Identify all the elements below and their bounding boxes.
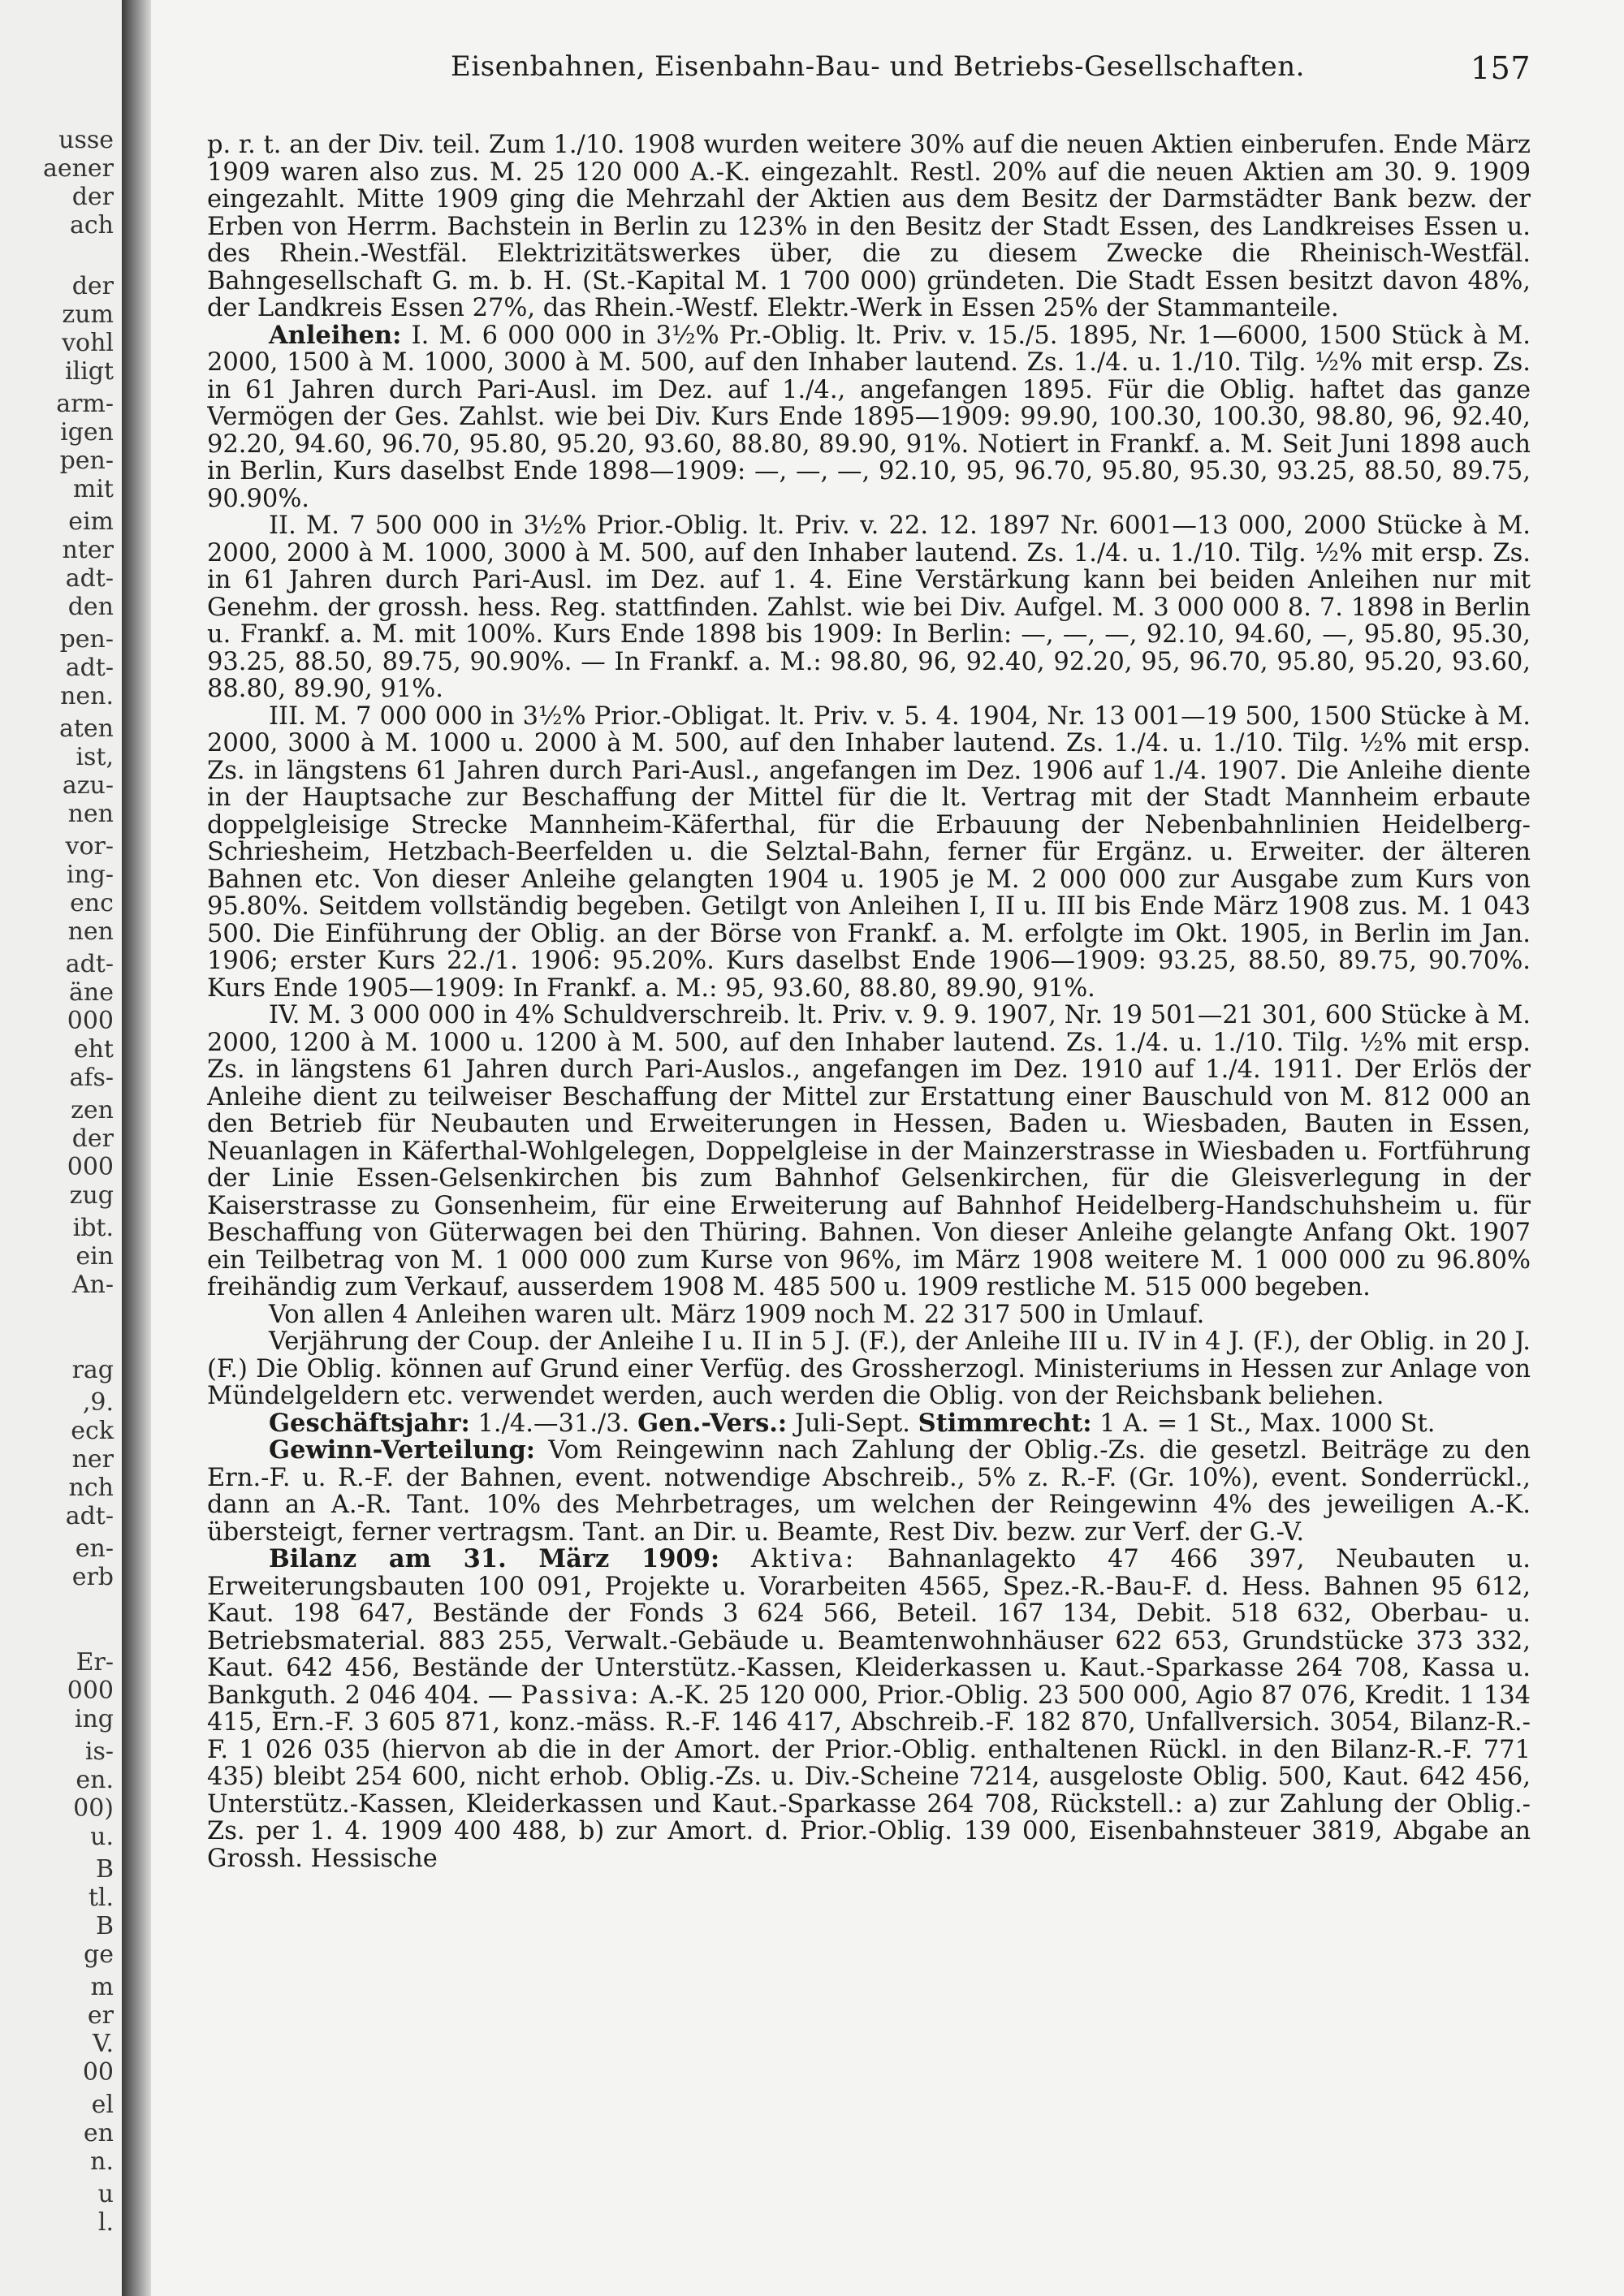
paragraph-shareholders: p. r. t. an der Div. teil. Zum 1./10. 1908 wurden weitere 30% auf die neuen Aktien einberufen. Ende März 1909 waren also zus. M. 25 120 000 A.-K. eingezahlt. Restl. 20% auf die neuen Aktien am 30. 9. 1909 eingezahlt. Mitte 1909 ging die Mehrzahl der Aktien aus dem Besitz der Darmstädter Bank bezw. der Erben von Herrm. Bachstein in Berlin zu 123% in den Besitz der Stadt Essen, des Landkreises Essen u. des Rhein.-Westfäl. Elektrizitätswerkes über, die zu diesem Zwecke die Rheinisch-Westfäl. Bahngesellschaft G. m. b. H. (St.-Kapital M. 1 700 000) gründeten. Die Stadt Essen besitzt davon 48%, der Landkreis Essen 27%, das Rhein.-Westf. Elektr.-Werk in Essen 25% der Stammanteile. [207,132,1531,322]
profit-distribution-text: Vom Reingewinn nach Zahlung der Oblig.-Zs. die gesetzl. Beiträge zu den Ern.-F. u. R.-F. der Bahnen, event. notwendige Abschreib., 5% z. R.-F. (Gr. 10%), event. Sonderrückl., dann an A.-R. Tant. 10% des Mehrbetrages, um welchen der Reingewinn 4% des jeweiligen A.-K. übersteigt, ferner vertragsm. Tant. an Dir. u. Beamte, Rest Div. bezw. zur Verf. der G.-V. [207,1436,1531,1547]
facing-page-text-fragment: zen [71,1096,114,1124]
facing-page-text-fragment: erb [71,1563,114,1591]
page-number: 157 [1470,50,1531,86]
facing-page-text-fragment: vor- [65,832,114,861]
facing-page-text-fragment: nen [67,800,114,828]
label-balance-sheet: Bilanz am 31. März 1909: [269,1544,720,1573]
facing-page-text-fragment: nter [62,536,114,564]
facing-page-text-fragment: ,9. [82,1388,114,1417]
facing-page-text-fragment: m [90,1973,114,2001]
facing-page-text-fragment: adt- [65,654,114,682]
page-body [207,132,1531,2275]
facing-page-text-fragment: B [95,1912,114,1940]
fiscal-year-value: 1./4.—31./3. [477,1409,630,1438]
paragraph-profit-distribution [207,1437,1531,1546]
facing-page-text-fragment: ing [74,1705,114,1733]
paragraph-balance-sheet [207,1546,1531,1872]
facing-page-text-fragment: aener [42,154,114,183]
facing-page-text-fragment: adt- [65,1502,114,1530]
paragraph-limitation: Verjährung der Coup. der Anleihe I u. II in 5 J. (F.), der Anleihe III u. IV in 4 J. (F.), der Oblig. in 20 J. (F.) Die Oblig. können auf Grund einer Verfüg. des Grossherzogl. Ministeriums in Hessen zur Anlage von Mündelgeldern etc. verwendet werden, auch werden die Oblig. von der Reichsbank beliehen. [207,1327,1531,1410]
facing-page-text-fragment: pen- [59,625,114,654]
facing-page-text-fragment: 000 [67,1153,114,1181]
facing-page-text-fragment: Er- [76,1648,114,1677]
facing-page-text-fragment: en. [76,1766,114,1794]
facing-page-text-fragment: er [87,2001,114,2030]
facing-page-text-fragment: ibt. [72,1214,114,1242]
facing-page-text-fragment: mit [72,475,114,503]
facing-page-text-fragment: nen. [60,682,114,710]
paragraph-loan-4: IV. M. 3 000 000 in 4% Schuldverschreib. lt. Priv. v. 9. 9. 1907, Nr. 19 501—21 301, 600 Stücke à M. 2000, 1200 à M. 1000 u. 1200 à M. 500, auf den Inhaber lautend. Zs. 1./4. u. 1./10. Tilg. ½% mit ersp. Zs. in längstens 61 Jahren durch Pari-Auslos., angefangen im Dez. 1910 auf 1./4. 1911. Der Erlös der Anleihe dient zu teilweiser Beschaffung der Mittel zur Erstattung einer Bauschuld von M. 812 000 an den Betrieb für Neubauten und Erweiterungen in Hessen, Baden u. Wiesbaden, Bauten in Essen, Neuanlagen in Käferthal-Wohlgelegen, Doppelgleise in der Mainzerstrasse in Wiesbaden u. Fortführung der Linie Essen-Gelsenkirchen bis zum Bahnhof Gelsenkirchen, für die Gleisverlegung in der Kaiserstrasse zu Gonsenheim, für eine Erweiterung auf Bahnhof Heidelberg-Handschuhsheim u. für Beschaffung von Güterwagen bei den Thüring. Bahnen. Von dieser Anleihe gelangte Anfang Okt. 1907 ein Teilbetrag von M. 1 000 000 zum Kurse von 96%, im März 1908 weitere M. 1 000 000 zu 96.80% freihändig zum Verkauf, ausserdem 1908 M. 485 500 u. 1909 restliche M. 515 000 begeben. [207,1001,1531,1301]
facing-page-text-fragment: eim [68,507,114,536]
facing-page-text-fragment: is- [84,1737,114,1766]
facing-page-text-fragment: V. [93,2030,114,2058]
facing-page-text-fragment: adt- [65,950,114,978]
facing-page-text-fragment: 00 [82,2058,114,2087]
liabilities-text: A.-K. 25 120 000, Prior.-Oblig. 23 500 000, Agio 87 076, Kredit. 1 134 415, Ern.-F. 3 605 871, konz.-mäss. R.-F. 146 417, Abschreib.-F. 182 870, Unfallversich. 3054, Bilanz-R.-F. 1 026 035 (hiervon ab die in der Amort. der Prior.-Oblig. enthaltenen Rückl. in den Bilanz-R.-F. 771 435) bleibt 254 600, nicht erhob. Oblig.-Zs. u. Div.-Scheine 7214, ausgeloste Oblig. 500, Kaut. 642 456, Unterstütz.-Kassen, Kleiderkassen und Kaut.-Sparkasse 264 708, Rückstell.: a) zur Zahlung der Oblig.-Zs. per 1. 4. 1909 400 488, b) zur Amort. d. Prior.-Oblig. 139 000, Eisenbahnsteuer 3819, Abgabe an Grossh. Hessische [207,1681,1531,1873]
facing-page-text-fragment: u. [90,1823,114,1851]
facing-page-text-fragment: 000 [67,1677,114,1705]
label-profit-distribution: Gewinn-Verteilung: [269,1435,536,1465]
paragraph-loan-3: III. M. 7 000 000 in 3½% Prior.-Obligat. lt. Priv. v. 5. 4. 1904, Nr. 13 001—19 500, 1500 Stücke à M. 2000, 3000 à M. 1000 u. 2000 à M. 500, auf den Inhaber lautend. Zs. 1./4. u. 1./10. Tilg. ½% mit ersp. Zs. in längstens 61 Jahren durch Pari-Ausl., angefangen im Dez. 1906 auf 1./4. 1907. Die Anleihe diente in der Hauptsache zur Beschaffung der Mittel für die lt. Vertrag mit der Stadt Mannheim erbaute doppelgleisige Strecke Mannheim-Käferthal, für die Erbauung der Nebenbahnlinien Heidelberg-Schriesheim, Hetzbach-Beerfelden u. die Selztal-Bahn, ferner für Ergänz. u. Erweiter. der älteren Bahnen etc. Von dieser Anleihe gelangten 1904 u. 1905 je M. 2 000 000 zur Ausgabe zum Kurs von 95.80%. Seitdem vollständig begeben. Getilgt von Anleihen I, II u. III bis Ende März 1908 zus. M. 1 043 500. Die Einführung der Oblig. an der Börse von Frankf. a. M. erfolgte im Okt. 1905, in Berlin im Jan. 1906; erster Kurs 22./1. 1906: 95.20%. Kurs daselbst Ende 1906—1909: 93.25, 88.50, 89.75, 90.70%. Kurs Ende 1905—1909: In Frankf. a. M.: 95, 93.60, 88.80, 89.90, 91%. [207,701,1531,1003]
facing-page-text-fragment: adt- [65,564,114,593]
facing-page-text-fragment: en- [75,1534,114,1563]
facing-page-text-fragment: der [71,183,114,211]
facing-page-text-fragment: zum [62,300,114,329]
facing-page-text-fragment: en [83,2119,114,2147]
facing-page-text-fragment: äne [69,978,114,1007]
facing-page-text-fragment: B [95,1855,114,1884]
facing-page-text-fragment: pen- [59,447,114,475]
facing-page-text-fragment: azu- [62,771,114,800]
paragraph-circulation: Von allen 4 Anleihen waren ult. März 1909 noch M. 22 317 500 in Umlauf. [269,1300,1205,1329]
facing-page-text-fragment: afs- [69,1064,114,1092]
book-binding-shadow [122,0,151,2296]
paragraph-fiscal-year [207,1410,1531,1438]
facing-page-text-fragment: eht [73,1035,114,1064]
label-voting-right: Stimmrecht: [918,1408,1092,1438]
facing-page-text-fragment: der [71,272,114,300]
facing-page-text-fragment: usse [58,126,114,154]
label-general-meeting: Gen.-Vers.: [637,1408,788,1438]
facing-page-text-fragment: rag [71,1356,114,1384]
facing-page-text-fragment: ge [84,1940,114,1969]
facing-page-text-fragment: ach [69,211,114,240]
label-liabilities: Passiva: [520,1681,641,1710]
facing-page-text-fragment: ing- [66,861,114,889]
facing-page-text-fragment: igen [60,418,114,447]
facing-page-text-fragment: nen [67,917,114,946]
facing-page-text-fragment: vohl [62,329,114,357]
label-assets: Aktiva: [750,1545,857,1573]
facing-page-text-fragment: An- [71,1271,114,1299]
facing-page-text-fragment: zug [69,1181,114,1210]
facing-page-text-fragment: ner [71,1445,114,1474]
facing-page-text-fragment: u [97,2180,114,2208]
facing-page-text-fragment: eck [71,1417,114,1445]
voting-right-value: 1 A. = 1 St., Max. 1000 St. [1099,1409,1436,1438]
loan-1-text: I. M. 6 000 000 in 3½% Pr.-Oblig. lt. Priv. v. 15./5. 1895, Nr. 1—6000, 1500 Stück à M. 2000, 1500 à M. 1000, 3000 à M. 500, auf den Inhaber lautend. Zs. 1./4. u. 1./10. Tilg. ½% mit ersp. Zs. in 61 Jahren durch Pari-Ausl. im Dez. auf 1./4., angefangen 1895. Für die Oblig. haftet das ganze Vermögen der Ges. Zahlst. wie bei Div. Kurs Ende 1895—1909: 99.90, 100.30, 100.30, 98.80, 96, 92.40, 92.20, 94.60, 96.70, 95.80, 95.20, 93.60, 88.80, 89.90, 91%. Notiert in Frankf. a. M. Seit Juni 1898 auch in Berlin, Kurs daselbst Ende 1898—1909: —, —, —, 92.10, 95, 96.70, 95.80, 95.30, 93.25, 88.50, 89.75, 90.90%. [207,321,1531,513]
facing-page-text-fragment: enc [70,889,114,917]
paragraph-loan-1 [207,322,1531,513]
facing-page-text-fragment: n. [90,2147,114,2176]
facing-page-text-fragment: ein [76,1242,114,1271]
general-meeting-value: Juli-Sept. [794,1409,910,1438]
facing-page-text-fragment: el [91,2091,114,2119]
section-label-loans: Anleihen: [269,320,402,350]
facing-page-text-fragment: l. [97,2208,114,2237]
facing-page-text-fragment: 000 [67,1007,114,1035]
assets-text: Bahnanlagekto 47 466 397, Neubauten u. Erweiterungsbauten 100 091, Projekte u. Vorarbeiten 4565, Spez.-R.-Bau-F. d. Hess. Bahnen 95 612, Kaut. 198 647, Bestände der Fonds 3 624 566, Beteil. 167 134, Debit. 518 632, Oberbau- u. Betriebsmaterial. 883 255, Verwalt.-Gebäude u. Beamtenwohnhäuser 622 653, Grundstücke 373 332, Kaut. 642 456, Bestände der Unterstütz.-Kassen, Kleiderkassen u. Kaut.-Sparkasse 264 708, Kassa u. Bankguth. 2 046 404. — [207,1545,1531,1710]
facing-page-text-fragment: 00) [73,1794,114,1823]
facing-page-text-fragment: nch [68,1474,114,1502]
facing-page-text-fragment: tl. [88,1884,114,1912]
running-title: Eisenbahnen, Eisenbahn-Bau- und Betriebs-Gesellschaften. [451,50,1305,83]
facing-page-text-fragment: arm- [56,390,114,418]
facing-page-text-fragment: der [71,1124,114,1153]
facing-page-text-fragment: ist, [76,743,114,771]
page-header [207,50,1531,91]
facing-page-text-fragment: aten [58,714,114,743]
facing-page-fragment [0,0,122,2296]
paragraph-loan-2: II. M. 7 500 000 in 3½% Prior.-Oblig. lt. Priv. v. 22. 12. 1897 Nr. 6001—13 000, 2000 Stücke à M. 2000, 2000 à M. 1000, 3000 à M. 500, auf den Inhaber lautend. Zs. 1./4. u. 1./10. Tilg. ½% mit ersp. Zs. in 61 Jahren durch Pari-Ausl. im Dez. auf 1. 4. Eine Verstärkung kann bei beiden Anleihen nur mit Genehm. der grossh. hess. Reg. stattfinden. Zahlst. wie bei Div. Aufgel. M. 3 000 000 8. 7. 1898 in Berlin u. Frankf. a. M. mit 100%. Kurs Ende 1898 bis 1909: In Berlin: —, —, —, 92.10, 94.60, —, 95.80, 95.30, 93.25, 88.50, 89.75, 90.90%. — In Frankf. a. M.: 98.80, 96, 92.40, 92.20, 95, 96.70, 95.80, 95.20, 93.60, 88.80, 89.90, 91%. [207,511,1531,703]
facing-page-text-fragment: den [67,593,114,621]
label-fiscal-year: Geschäftsjahr: [269,1408,470,1438]
facing-page-text-fragment: iligt [64,357,114,386]
